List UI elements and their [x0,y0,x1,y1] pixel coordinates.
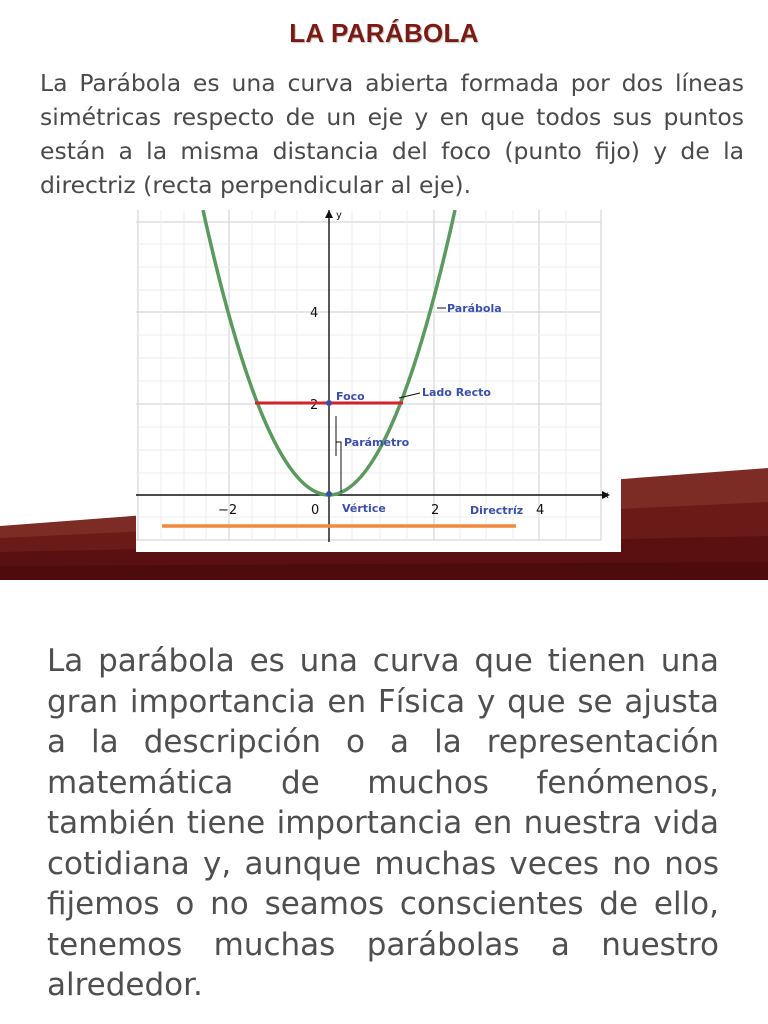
parabola-label: Parábola [447,302,502,315]
tick-x-2: 2 [431,503,440,518]
focus-point [326,400,332,406]
vertex-label: Vértice [342,502,386,515]
page-title: LA PARÁBOLA [289,18,479,48]
focus-label: Foco [336,390,365,403]
tick-x-neg2: −2 [218,503,238,518]
tick-y-2: 2 [310,398,319,413]
intro-paragraph: La Parábola es una curva abierta formada por dos líneas simétricas respecto de un eje y en que todos sus puntos están a la misma distancia del foco (punto fijo) y de la directriz (recta perpendicular al eje). [40,69,744,199]
directrix-label: Directríz [470,504,524,517]
x-axis-label: x [603,490,609,501]
tick-x-0: 0 [311,503,320,518]
y-axis-arrow [325,210,333,218]
tick-x-4: 4 [536,503,545,518]
parameter-label: Parámetro [344,436,410,449]
y-axis-label: y [336,210,342,221]
vertex-point [326,491,332,497]
tick-y-4: 4 [310,306,319,321]
latus-rectum-label: Lado Recto [422,386,491,399]
parabola-diagram [136,210,621,552]
body-paragraph: La parábola es una curva que tienen una gran importancia en Física y que se ajusta a la descripción o a la representación matemática de muchos fenómenos, también tiene importancia en nuestra vida cotidiana y, aunque muchas veces no nos fijemos o no seamos conscientes de ello, tenemos muchas parábolas a nuestro alrededor. [47,643,719,1003]
